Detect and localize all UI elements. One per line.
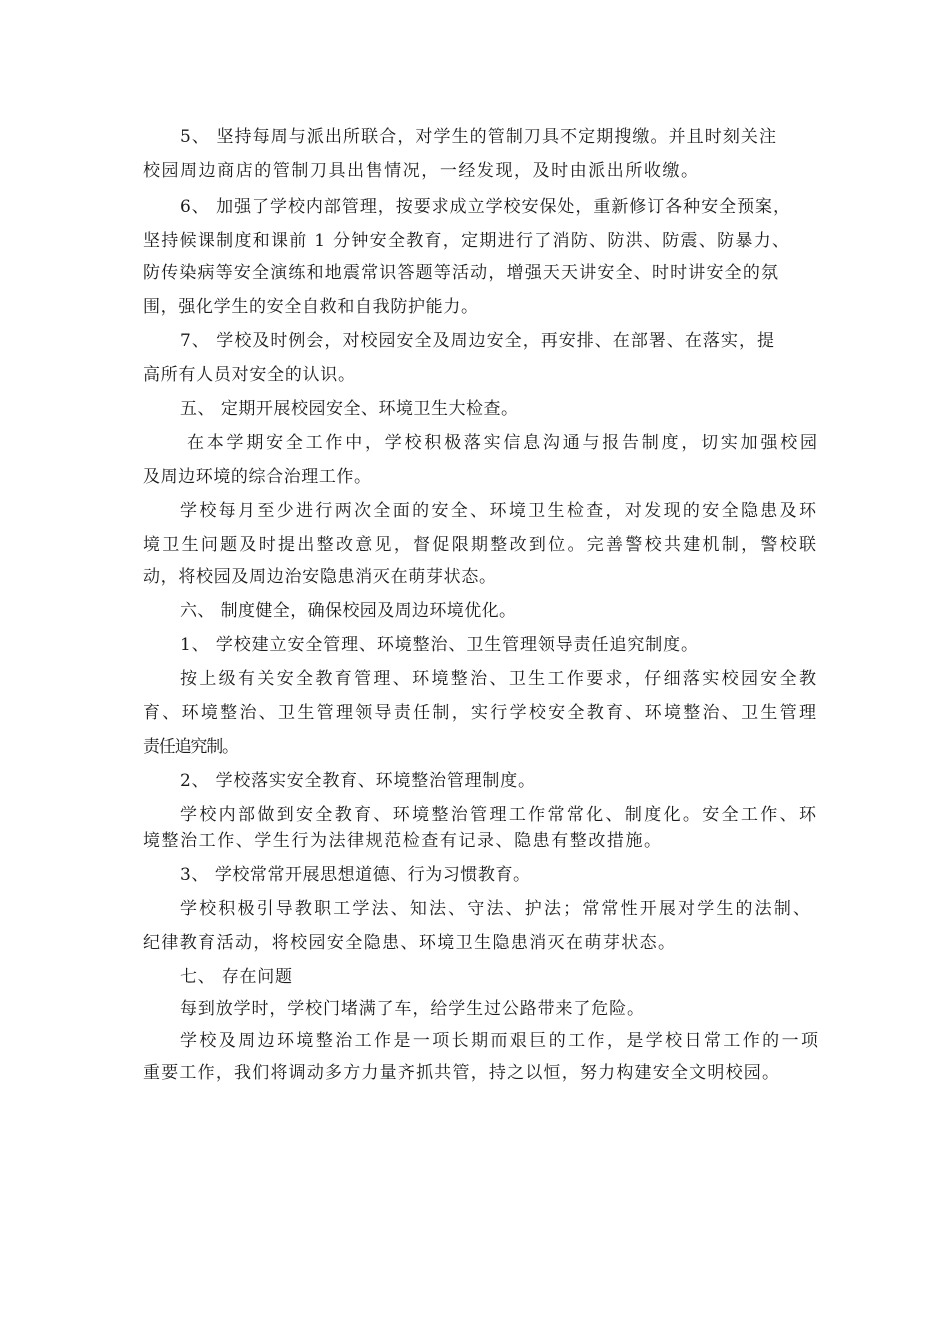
paragraph-line: 防传染病等安全演练和地震常识答题等活动，增强天天讲安全、时时讲安全的氛 <box>143 263 780 283</box>
paragraph-line: 3、 学校常常开展思想道德、行为习惯教育。 <box>180 865 531 885</box>
paragraph-line: 境整治工作、学生行为法律规范检查有记录、隐患有整改措施。 <box>143 831 663 851</box>
paragraph-line: 每到放学时，学校门堵满了车，给学生过公路带来了危险。 <box>180 999 645 1019</box>
paragraph-line: 坚持候课制度和课前 1 分钟安全教育，定期进行了消防、防洪、防震、防暴力、 <box>143 231 791 251</box>
paragraph-line: 责任追究制。 <box>143 737 238 757</box>
paragraph-line: 5、 坚持每周与派出所联合，对学生的管制刀具不定期搜缴。并且时刻关注 <box>180 127 778 147</box>
paragraph-line: 2、 学校落实安全教育、环境整治管理制度。 <box>180 771 536 791</box>
paragraph-line: 五、 定期开展校园安全、环境卫生大检查。 <box>180 399 519 419</box>
paragraph-line: 及周边环境的综合治理工作。 <box>143 467 372 487</box>
paragraph-line: 境卫生问题及时提出整改意见，督促限期整改到位。完善警校共建机制，警校联 <box>143 535 819 555</box>
paragraph-line: 七、 存在问题 <box>180 967 293 987</box>
paragraph-line: 围，强化学生的安全自救和自我防护能力。 <box>143 297 479 317</box>
paragraph-line: 动，将校园及周边治安隐患消灭在萌芽状态。 <box>143 567 497 587</box>
paragraph-line: 7、 学校及时例会，对校园安全及周边安全，再安排、在部署、在落实，提 <box>180 331 776 351</box>
paragraph-line: 育、环境整治、卫生管理领导责任制，实行学校安全教育、环境整治、卫生管理 <box>143 703 819 723</box>
paragraph-line: 学校及周边环境整治工作是一项长期而艰巨的工作，是学校日常工作的一项 <box>180 1031 821 1051</box>
paragraph-line: 纪律教育活动，将校园安全隐患、环境卫生隐患消灭在萌芽状态。 <box>143 933 677 953</box>
paragraph-line: 按上级有关安全教育管理、环境整治、卫生工作要求，仔细落实校园安全教 <box>180 669 819 689</box>
paragraph-line: 六、 制度健全，确保校园及周边环境优化。 <box>180 601 517 621</box>
paragraph-line: 学校内部做到安全教育、环境整治管理工作常常化、制度化。安全工作、环 <box>180 805 819 825</box>
paragraph-line: 重要工作，我们将调动多方力量齐抓共管，持之以恒，努力构建安全文明校园。 <box>143 1063 781 1083</box>
paragraph-line: 6、 加强了学校内部管理，按要求成立学校安保处，重新修订各种安全预案， <box>180 197 791 217</box>
paragraph-line: 学校每月至少进行两次全面的安全、环境卫生检查，对发现的安全隐患及环 <box>180 501 819 521</box>
paragraph-line: 1、 学校建立安全管理、环境整治、卫生管理领导责任追究制度。 <box>180 635 699 655</box>
paragraph-line: 高所有人员对安全的认识。 <box>143 365 356 385</box>
paragraph-line: 学校积极引导教职工学法、知法、守法、护法；常常性开展对学生的法制、 <box>180 899 813 919</box>
paragraph-line: 校园周边商店的管制刀具出售情况，一经发现，及时由派出所收缴。 <box>143 161 700 181</box>
paragraph-line: 在本学期安全工作中，学校积极落实信息沟通与报告制度，切实加强校园 <box>187 433 820 453</box>
